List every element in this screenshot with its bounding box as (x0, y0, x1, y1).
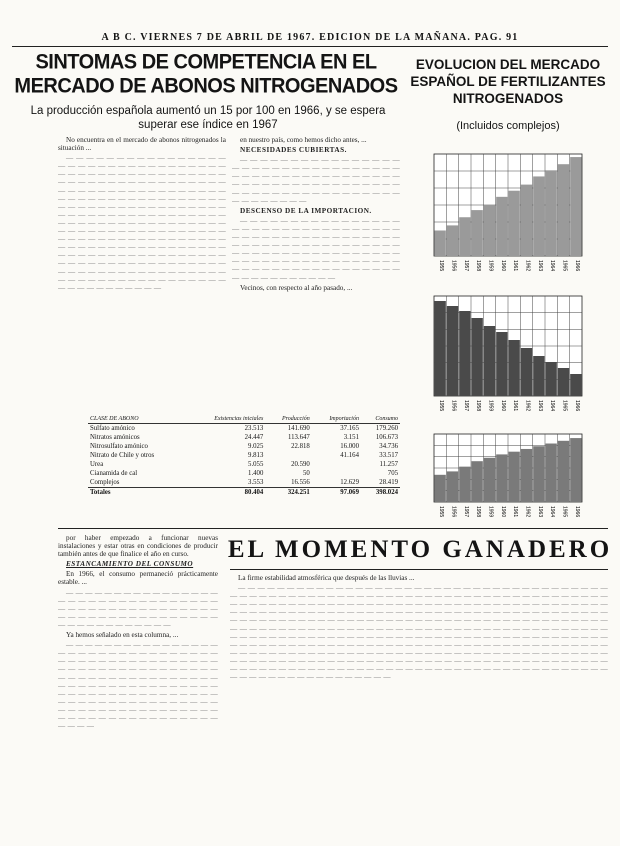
chart-bar (570, 438, 581, 502)
section-rule (58, 528, 608, 529)
table-cell: 50 (302, 470, 310, 477)
table-cell (312, 469, 361, 478)
table-row (88, 424, 400, 434)
chart-tick-label: 1958 (475, 260, 482, 272)
chart-bar (546, 362, 557, 396)
table-cell: 11.257 (379, 461, 398, 468)
chart-tick-label: 1956 (450, 506, 457, 518)
table-cell: 3.151 (343, 434, 359, 441)
chart-bar (558, 164, 569, 256)
chart-bar (496, 454, 507, 502)
table-cell: Nitratos amónicos (90, 434, 140, 441)
chart-bar (546, 444, 557, 502)
chart-tick-label: 1961 (512, 260, 519, 272)
chart-tick-label: 1958 (475, 506, 482, 518)
chart-tick-label: 1955 (438, 260, 445, 272)
chart-bar (509, 191, 520, 256)
chart-bar (521, 348, 532, 396)
chart-tick-label: 1965 (561, 400, 568, 412)
chart-bar (533, 176, 544, 256)
table-cell: 28.419 (379, 479, 398, 486)
lower-left-filler-1: — — — — — — — — — — — — — — — — — — — — — — — — — — — — — — — — — — — — — — — — — — — — — — — — — — — — — — — — — — — — — — — — — — — — — — — — — — — — (58, 588, 218, 629)
lower-left-para-consumo: En 1966, el consumo permaneció prácticamente estable. ... (58, 570, 218, 587)
ganadero-rule (230, 569, 608, 570)
sidebar-subtitle: (Incluidos complejos) (456, 120, 560, 132)
chart-tick-label: 1964 (549, 260, 556, 272)
chart-tick-label: 1963 (536, 260, 543, 272)
chart-tick-label: 1962 (524, 400, 531, 412)
chart-consumo (406, 148, 586, 278)
chart-tick-label: 1960 (499, 260, 506, 272)
table-row (88, 469, 400, 478)
chart-tick-label: 1961 (512, 400, 519, 412)
chart-bar (447, 471, 458, 502)
article-column-2 (232, 136, 400, 398)
chart-bar (570, 157, 581, 256)
chart-tick-label: 1959 (487, 506, 494, 518)
article-column-lower-left (58, 534, 218, 842)
sidebar-title: EVOLUCION DEL MERCADO ESPAÑOL DE FERTILIZANTES NITROGENADOS (410, 57, 606, 106)
table-cell: Urea (90, 461, 104, 468)
article-column-1 (58, 136, 226, 398)
chart-tick-label: 1959 (487, 400, 494, 412)
chart-tick-label: 1955 (438, 506, 445, 518)
chart-bar (459, 467, 470, 502)
chart-bar (558, 368, 569, 396)
chart-bar (533, 356, 544, 396)
table-cell: 16.000 (340, 443, 359, 450)
chart-bar (496, 332, 507, 396)
table-cell: 9.813 (248, 452, 264, 459)
chart-tick-label: 1960 (499, 506, 506, 518)
chart-tick-label: 1964 (549, 400, 556, 412)
ganadero-para-1: La firme estabilidad atmosférica que después de las lluvias ... (238, 574, 415, 582)
chart-bar (484, 205, 495, 256)
chart-bar (435, 231, 446, 257)
col2-section-necesidades: NECESIDADES CUBIERTAS. (240, 146, 347, 155)
table-cell: 41.164 (340, 452, 359, 459)
chart-bar (521, 449, 532, 502)
chart-tick-label: 1958 (475, 400, 482, 412)
chart-tick-label: 1963 (536, 506, 543, 518)
chart-bar (509, 452, 520, 502)
chart-tick-label: 1963 (536, 400, 543, 412)
table-total-row (88, 488, 400, 498)
lower-left-para-yahemos: Ya hemos señalado en esta columna, ... (66, 631, 179, 640)
table-cell: Cianamida de cal (90, 470, 138, 477)
lower-left-section-consumo: ESTANCAMIENTO DEL CONSUMO (66, 560, 194, 569)
chart-tick-label: 1957 (462, 506, 469, 518)
table-cell: 141.690 (287, 425, 310, 432)
chart-tick-label: 1966 (573, 506, 580, 518)
col1-filler: — — — — — — — — — — — — — — — — — — — — — — — — — — — — — — — — — — — — — — — — — — — — — — — — — — — — — — — — — — — — — — — — — — — — — — — — — — — — — — — — — — — — — — — — — — — — — — — — — — — — — — — — — — — — — — — — — — — — — — — — — — — — — — — — — — — — — — — — — — — — — — — — — — — — — — — — — — — — — — — — — — — — — — — — — — — — — — — — — — — — — — — — — — — — — — — — — — — — — — — — — — — — — — — — — — — — — — — — — — — — — — — — — — — — — — — — — — — — — — — — — — — — — — — — — — — — — — — — — — — — — — — — — — — — — — — — — — — — — — — — — — (58, 154, 226, 292)
chart-bar (459, 217, 470, 256)
header-rule (12, 46, 608, 47)
chart-tick-label: 1956 (450, 400, 457, 412)
table-header-cell: Consumo (361, 414, 400, 424)
table-cell: 23.513 (244, 425, 264, 432)
chart-bar (472, 210, 483, 256)
table-cell: 1.400 (248, 470, 264, 477)
table-cell: Complejos (90, 479, 120, 486)
chart-bar (435, 301, 446, 396)
table-cell: 106.673 (375, 434, 398, 441)
table-cell: 113.647 (287, 434, 310, 441)
table-header-row (88, 414, 400, 424)
chart-produccion (406, 428, 586, 524)
table-row (88, 442, 400, 451)
table-header-cell: CLASE DE ABONO (88, 414, 188, 424)
chart-bar (533, 446, 544, 502)
table-header-cell: Producción (265, 414, 311, 424)
table-row (88, 478, 400, 488)
chart-bar (496, 197, 507, 256)
chart-tick-label: 1957 (462, 260, 469, 272)
table-cell: 324.251 (265, 488, 311, 498)
chart-tick-label: 1961 (512, 506, 519, 518)
table-cell: 80.404 (188, 488, 266, 498)
table-cell: Nitrato de Chile y otros (90, 452, 155, 459)
col2-filler-2: — — — — — — — — — — — — — — — — — — — — — — — — — — — — — — — — — — — — — — — — — — — — — — — — — — — — — — — — — — — — — — — — — — — — — — — — — — — — — — — — — — — — — — — — — — — — — — — — — — — — — — — — — — — — — — — — — — — — — — — — — — — — — — — — — (232, 216, 400, 282)
table-cell: 5.055 (248, 461, 264, 468)
chart-bar (558, 441, 569, 502)
table-cell: Nitrosulfato amónico (90, 443, 148, 450)
chart-bar (546, 170, 557, 256)
table-cell: 97.069 (312, 488, 361, 498)
chart-bar (484, 458, 495, 502)
chart-tick-label: 1955 (438, 400, 445, 412)
table-cell: 16.556 (291, 479, 310, 486)
chart-bar (447, 225, 458, 256)
table-cell (312, 460, 361, 469)
article-headline: SINTOMAS DE COMPETENCIA EN EL MERCADO DE ABONOS NITROGENADOS (14, 50, 398, 98)
chart-tick-label: 1966 (573, 260, 580, 272)
second-article-body (230, 574, 608, 842)
page-header: A B C. VIERNES 7 DE ABRIL DE 1967. EDICION DE LA MAÑANA. PAG. 91 (101, 32, 519, 43)
chart-tick-label: 1957 (462, 400, 469, 412)
stats-table (88, 414, 400, 497)
chart-bar (570, 374, 581, 396)
col2-para-intro: en nuestro país, como hemos dicho antes, ... (240, 136, 367, 144)
chart-bar (447, 306, 458, 396)
table-cell: 398.024 (361, 488, 400, 498)
table-cell: 37.165 (340, 425, 359, 432)
table-cell: 3.553 (248, 479, 264, 486)
chart-tick-label: 1956 (450, 260, 457, 272)
chart-tick-label: 1965 (561, 506, 568, 518)
table-cell: 705 (387, 470, 398, 477)
table-row (88, 433, 400, 442)
table-header-cell: Existencias iniciales (188, 414, 266, 424)
table-cell: 20.590 (291, 461, 310, 468)
chart-tick-label: 1962 (524, 506, 531, 518)
table-header-cell: Importación (312, 414, 361, 424)
table-cell: Sulfato amónico (90, 425, 135, 432)
chart-tick-label: 1964 (549, 506, 556, 518)
lower-left-filler-2: — — — — — — — — — — — — — — — — — — — — — — — — — — — — — — — — — — — — — — — — — — — — — — — — — — — — — — — — — — — — — — — — — — — — — — — — — — — — — — — — — — — — — — — — — — — — — — — — — — — — — — — — — — — — — — — — — — — — — — — — — — — — — — — — — — — — — — — — — — — — — — — — — — — — — — — — — — — — — — — — — — — — (58, 641, 218, 731)
ganadero-filler: — — — — — — — — — — — — — — — — — — — — — — — — — — — — — — — — — — — — — — — — — — — — — — — — — — — — — — — — — — — — — — — — — — — — — — — — — — — — — — — — — — — — — — — — — — — — — — — — — — — — — — — — — — — — — — — — — — — — — — — — — — — — — — — — — — — — — — — — — — — — — — — — — — — — — — — — — — — — — — — — — — — — — — — — — — — — — — — — — — — — — — — — — — — — — — — — — — — — — — — — — — — — — — — — — — — — — — — — — — — — — — — — — — — — — — — — — — — — — — — — — — — — — — — — — — — — — — — — — — — — — — — — — — — — — — — — — — — — — — — — — — — — — — — — — — — — — — — — — — — — — — — — — — — — — — — — — — — — — — — — — — — — — — — — — — — — — — — — — — — — — — — — — — — — — — — — — — — — — — — — — — — — — — — — — — — — — — — — — — — — — — — — — — — — — — — — — — — — — — — — — — — — — — — — — — — — — — — — — — — — — — — — — — — — — — — — — — — — — — — — — — — — — (230, 584, 608, 682)
chart-bar (521, 185, 532, 256)
table-cell: 12.629 (340, 479, 359, 486)
fertilizer-table (88, 414, 400, 497)
table-row (88, 451, 400, 460)
second-article-headline: EL MOMENTO GANADERO (227, 536, 613, 563)
table-cell: 24.447 (244, 434, 264, 441)
lower-left-para-1: por haber empezado a funcionar nuevas instalaciones y estar otras en condiciones de producir también antes de que finalice el año en curso. (58, 534, 218, 559)
table-cell: 34.736 (379, 443, 398, 450)
col2-para-vecinos: Vecinos, con respecto al año pasado, ... (240, 283, 353, 292)
table-cell: Totales (88, 488, 188, 498)
chart-bar (472, 461, 483, 502)
col2-section-descenso: DESCENSO DE LA IMPORTACION. (240, 206, 372, 215)
chart-bar (459, 311, 470, 396)
chart-bar (484, 326, 495, 396)
chart-bar (435, 475, 446, 502)
col1-para-intro: No encuentra en el mercado de abonos nitrogenados la situación ... (58, 136, 226, 153)
chart-tick-label: 1965 (561, 260, 568, 272)
article-subhead: La producción española aumentó un 15 por 100 en 1966, y se espera superar ese índice en 1967 (30, 105, 386, 131)
chart-tick-label: 1960 (499, 400, 506, 412)
chart-bar (472, 318, 483, 396)
table-cell: 22.818 (291, 443, 310, 450)
chart-tick-label: 1962 (524, 260, 531, 272)
table-row (88, 460, 400, 469)
table-cell: 33.517 (379, 452, 398, 459)
chart-importacion (406, 290, 586, 418)
table-cell (265, 451, 311, 460)
chart-bar (509, 340, 520, 396)
table-cell: 179.260 (375, 425, 398, 432)
chart-tick-label: 1959 (487, 260, 494, 272)
col2-filler-1: — — — — — — — — — — — — — — — — — — — — — — — — — — — — — — — — — — — — — — — — — — — — — — — — — — — — — — — — — — — — — — — — — — — — — — — — — — — — — — — — — — — — — — — — — — — — (232, 156, 400, 205)
chart-tick-label: 1966 (573, 400, 580, 412)
table-cell: 9.025 (248, 443, 264, 450)
